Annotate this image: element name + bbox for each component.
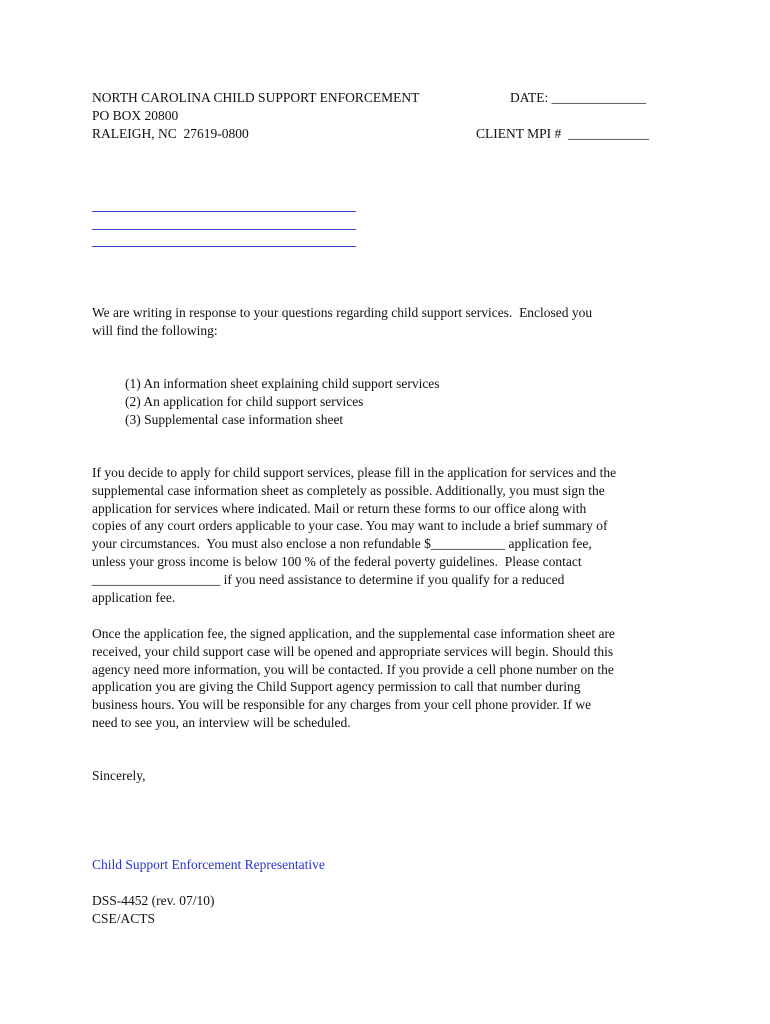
- apply-line: ___________________ if you need assistance to determine if you qualify for a reduced: [92, 571, 565, 587]
- apply-line: If you decide to apply for child support services, please fill in the application for services and the: [92, 465, 617, 480]
- division-code: CSE/ACTS: [92, 911, 156, 926]
- received-line: Once the application fee, the signed application, and the supplemental case information sheet are: [92, 626, 615, 641]
- signature-title: Child Support Enforcement Representative: [92, 857, 325, 872]
- recipient-address-line-3: [92, 246, 356, 247]
- apply-line: unless your gross income is below 100 % of the federal poverty guidelines. Please contact: [92, 553, 582, 569]
- recipient-address-line-2: [92, 229, 356, 230]
- intro-paragraph: [92, 304, 592, 340]
- po-box: PO BOX 20800: [92, 108, 179, 123]
- closing: Sincerely,: [92, 768, 146, 783]
- city-state-zip: RALEIGH, NC 27619-0800: [92, 126, 249, 141]
- received-line: business hours. You will be responsible for any charges from your cell phone provider. If we: [92, 697, 592, 713]
- apply-line: copies of any court orders applicable to your case. You may want to include a brief summary of: [92, 518, 608, 534]
- apply-paragraph: [92, 464, 616, 606]
- received-line: agency need more information, you will be contacted. If you provide a cell phone number on the: [92, 661, 614, 677]
- recipient-address-line-1: [92, 211, 356, 212]
- apply-line: application fee.: [92, 589, 176, 605]
- enclosure-item: (2) An application for child support services: [125, 393, 364, 409]
- form-number: DSS-4452 (rev. 07/10): [92, 893, 215, 908]
- apply-line: application for services where indicated. Mail or return these forms to our office along with: [92, 500, 587, 516]
- client-mpi-field: CLIENT MPI # ____________: [476, 126, 650, 141]
- received-line: need to see you, an interview will be scheduled.: [92, 714, 351, 730]
- agency-name: NORTH CAROLINA CHILD SUPPORT ENFORCEMENT: [92, 90, 420, 105]
- received-line: received, your child support case will be opened and appropriate services will begin. Should this: [92, 643, 614, 659]
- received-paragraph: [92, 625, 615, 732]
- enclosure-item: (3) Supplemental case information sheet: [125, 411, 344, 427]
- apply-line: your circumstances. You must also enclose a non refundable $___________ application fee,: [92, 536, 592, 552]
- enclosure-list: [125, 375, 440, 428]
- received-line: application you are giving the Child Support agency permission to call that number during: [92, 679, 581, 695]
- date-field: DATE: ______________: [510, 90, 647, 105]
- enclosure-item: (1) An information sheet explaining child support services: [125, 376, 440, 391]
- intro-line: will find the following:: [92, 322, 218, 338]
- intro-line: We are writing in response to your questions regarding child support services. Enclosed you: [92, 305, 593, 320]
- apply-line: supplemental case information sheet as completely as possible. Additionally, you must sign the: [92, 482, 605, 498]
